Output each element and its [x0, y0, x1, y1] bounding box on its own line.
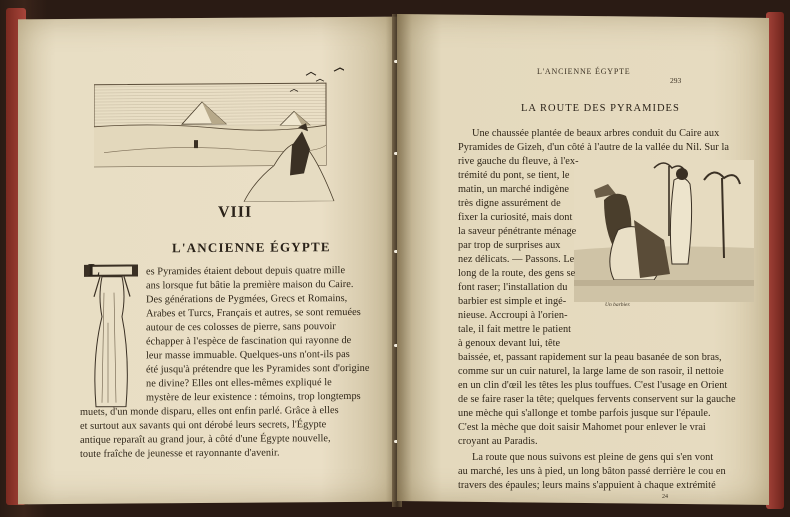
text-line: La route que nous suivons est pleine de gens qui s'en vont [472, 452, 714, 463]
signature-mark: 24 [662, 494, 668, 500]
text-line: été jusqu'à prétendre que les Pyramides sont d'origine [146, 362, 370, 376]
text-line: par trop de surprises aux [458, 240, 561, 251]
chapter-number: VIII [218, 203, 253, 221]
text-line: leur masse immuable. Quelques-uns n'ont-ils pas [146, 349, 350, 362]
text-line: ne divine? Elles ont elles-mêmes expliqué le [146, 377, 332, 390]
section-title: LA ROUTE DES PYRAMIDES [521, 103, 680, 114]
text-line: toute fraîche de jeunesse et rayonnante d'avenir. [80, 447, 280, 460]
text-line: la saveur pénétrante ménage [458, 226, 577, 237]
text-line: travers des épaules; leurs mains s'appuient à chaque extrémité [458, 480, 716, 491]
barber-illustration [574, 160, 754, 302]
page-number: 293 [670, 76, 682, 85]
text-line: matin, un marché indigène [458, 184, 570, 195]
left-page [18, 17, 397, 505]
text-line: et surtout aux savants qui ont dérobé leurs secrets, l'Égypte [80, 419, 327, 432]
text-line: trémité du pont, se tient, le [458, 170, 570, 181]
drop-cap-letter: L [88, 259, 101, 280]
text-line: long de la route, des gens se [458, 268, 576, 279]
text-line: une mèche qui s'allonge et tombe parfois jusque sur l'épaule. [458, 408, 711, 419]
running-head: L'ANCIENNE ÉGYPTE [537, 67, 631, 76]
text-line: croyant au Paradis. [458, 436, 538, 447]
text-line: C'est la mèche que doit saisir Mahomet pour enlever le vrai [458, 422, 706, 433]
text-line: de se faire raser la tête; quelques fervents conservent sur la gauche [458, 394, 736, 405]
text-line: rive gauche du fleuve, à l'ex- [458, 156, 579, 167]
text-line: tale, il fait mettre le patient [458, 324, 572, 335]
text-line: à genoux devant lui, tête [458, 338, 561, 349]
text-line: ans lorsque fut bâtie la première maison du Caire. [146, 278, 354, 292]
text-line: Pyramides de Gizeh, d'un côté à l'autre de la vallée du Nil. Sur la [458, 142, 729, 153]
text-line: nez délicats. — Passons. Le [458, 254, 575, 265]
text-line: très digne assurément de [458, 198, 561, 209]
text-line: antique reparaît au grand jour, à côté d'une Égypte nouvelle, [80, 433, 331, 446]
pyramids-vignette-illustration [94, 61, 344, 203]
text-line: échapper à l'espèce de fascination qui rayonne de [146, 334, 352, 348]
chapter-title: L'ANCIENNE ÉGYPTE [172, 239, 331, 256]
text-line: Des générations de Pygmées, Grecs et Romains, [146, 293, 348, 306]
text-line: fixer la curiosité, mais dont [458, 212, 573, 223]
text-line: autour de ces colosses de pierre, sans pouvoir [146, 321, 336, 334]
text-line: mystère de leur existence : témoins, trop longtemps [146, 390, 361, 404]
text-line: nieuse. Accroupi à l'orien- [458, 310, 568, 321]
text-line: Une chaussée plantée de beaux arbres conduit du Caire aux [472, 128, 720, 139]
text-line: baissée, et, passant rapidement sur la peau basanée de son bras, [458, 352, 722, 363]
text-line: au marché, les uns à pied, un long bâton passé derrière le cou en [458, 466, 726, 477]
illustration-caption: Un barbier. [605, 302, 631, 308]
text-line: comme sur un cuir naturel, la large lame de son rasoir, il nettoie [458, 366, 724, 377]
text-line: en un clin d'œil les têtes les plus touffues. C'est l'usage en Orient [458, 380, 728, 391]
text-line: barbier est simple et ingé- [458, 296, 567, 307]
text-line: font raser; l'installation du [458, 282, 568, 293]
text-line: muets, d'un monde disparu, elles ont enfin parlé. Grâce à elles [80, 405, 339, 418]
text-line: Arabes et Turcs, Français et autres, se sont remuées [146, 306, 361, 320]
text-line: es Pyramides étaient debout depuis quatre mille [146, 265, 346, 278]
